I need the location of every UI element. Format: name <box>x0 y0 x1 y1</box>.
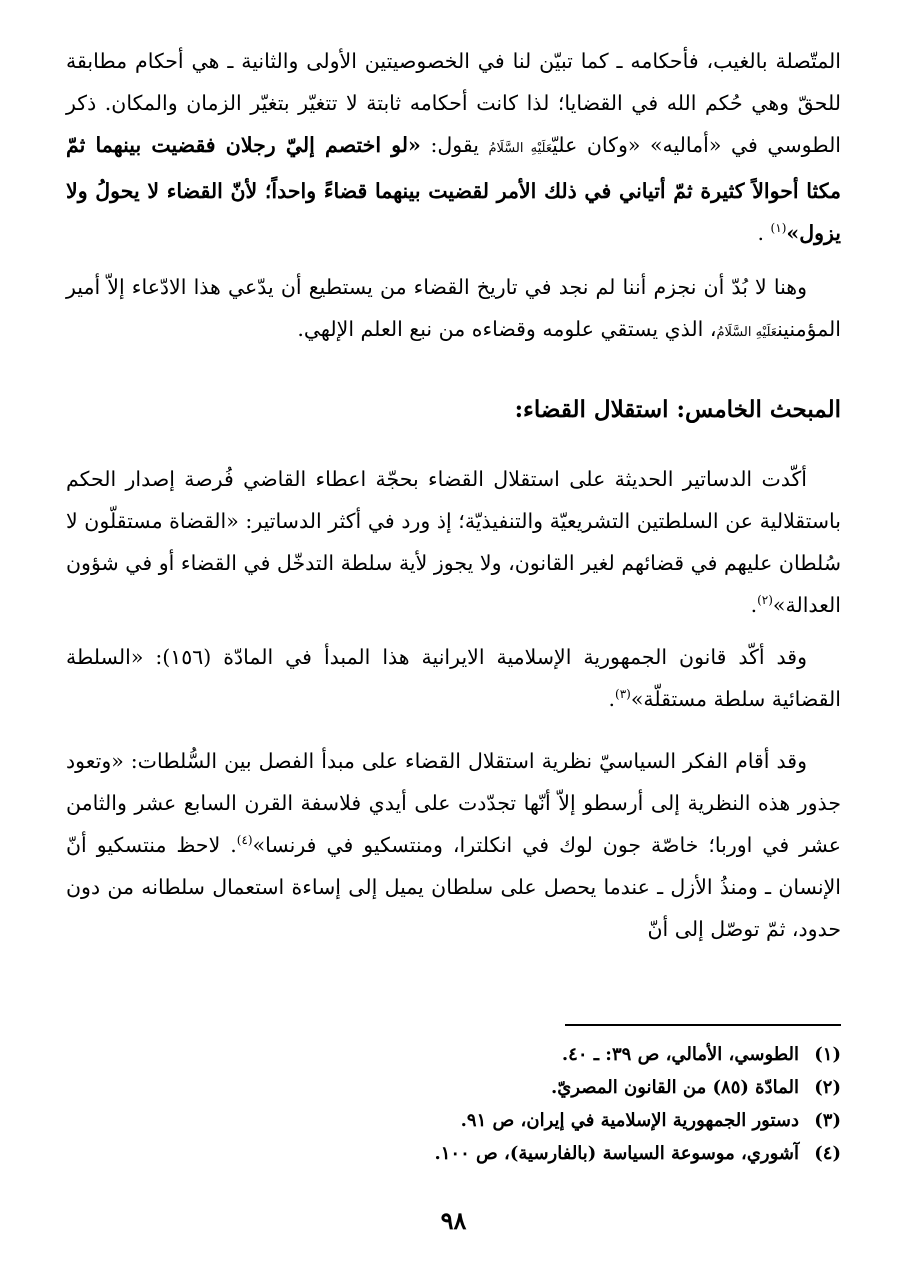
footnote-number: (١) <box>814 1044 841 1065</box>
footnote-text: آشوري، موسوعة السياسة (بالفارسية)، ص ١٠٠. <box>434 1143 799 1164</box>
paragraph-2-text-2: ، الذي يستقي علومه وقضاءه من نبع العلم الإلهي. <box>297 317 717 341</box>
paragraph-5 <box>66 740 841 950</box>
footnote-item <box>66 1137 841 1170</box>
honorific-glyph: عَلَيْهِ السَّلَامُ <box>716 325 778 340</box>
footnote-ref-2[interactable]: (٢) <box>757 593 773 608</box>
honorific-glyph: عَلَيْهِ السَّلَامُ <box>488 141 553 156</box>
footnote-ref-3[interactable]: (٣) <box>615 687 631 702</box>
footnote-item <box>66 1038 841 1071</box>
footnotes <box>66 1038 841 1170</box>
footnote-text: الطوسي، الأمالي، ص ٣٩: ـ ٤٠. <box>561 1044 799 1065</box>
paragraph-2 <box>66 266 841 354</box>
paragraph-2-text: وهنا لا بُدّ أن نجزم أننا لم نجد في تاريخ القضاء من يستطيع أن يدّعي هذا الادّعاء إلاّ أمير المؤمنين <box>66 275 841 341</box>
quoted-saying: «لو اختصم إليّ رجلان فقضيت بينهما ثمّ مكثا أحوالاً كثيرة ثمّ أتياني في ذلك الأمر لقضيت بينهما قضاءً واحداً؛ لأنّ القضاء لا يحولُ ولا يزول» <box>66 133 841 245</box>
main-text <box>66 40 841 950</box>
paragraph-3 <box>66 458 841 626</box>
paragraph-1-text-2: يقول: <box>420 133 489 157</box>
paragraph-5-text: وقد أقام الفكر السياسيّ نظرية استقلال القضاء على مبدأ الفصل بين السُّلطات: «وتعود جذور هذه النظرية إلى أرسطو إلاّ أنّها تجدّدت على أيدي فلاسفة القرن السابع عشر والثامن عشر في اوربا؛ خاصّة جون لوك في انكلترا، ومنتسكيو في فرنسا» <box>66 749 841 857</box>
footnote-number: (٢) <box>814 1077 841 1098</box>
footnote-text: دستور الجمهورية الإسلامية في إيران، ص ٩١. <box>460 1110 799 1131</box>
page-number: ٩٨ <box>440 1206 467 1235</box>
paragraph-5-text-2: . لاحظ منتسكيو أنّ الإنسان ـ ومنذُ الأزل ـ عندما يحصل على سلطان يميل إلى إساءة استعمال سلطانه من دون حدود، ثمّ توصّل إلى أنّ <box>66 833 841 941</box>
footnote-number: (٣) <box>814 1110 841 1131</box>
footnote-text: المادّة (٨٥) من القانون المصريّ. <box>550 1077 799 1098</box>
paragraph-1-end: . <box>757 221 771 245</box>
paragraph-3-end: . <box>750 593 758 617</box>
paragraph-4-text: وقد أكّد قانون الجمهورية الإسلامية الايرانية هذا المبدأ في المادّة (١٥٦): «السلطة القضائية سلطة مستقلّة» <box>66 645 841 711</box>
footnote-number: (٤) <box>814 1143 841 1164</box>
paragraph-1 <box>66 40 841 254</box>
footnote-item <box>66 1104 841 1137</box>
footnote-separator <box>565 1024 841 1026</box>
paragraph-4 <box>66 636 841 720</box>
footnote-ref-4[interactable]: (٤) <box>236 833 253 848</box>
paragraph-3-text: أكّدت الدساتير الحديثة على استقلال القضاء بحجّة اعطاء القاضي فُرصة إصدار الحكم باستقلالية عن السلطتين التشريعيّة والتنفيذيّة؛ إذ ورد في أكثر الدساتير: «القضاة مستقلّون لا سُلطان عليهم في قضائهم لغير القانون، ولا يجوز لأية سلطة التدخّل في القضاء أو في شؤون العدالة» <box>66 467 841 617</box>
section-heading: المبحث الخامس: استقلال القضاء: <box>514 396 841 423</box>
footnote-ref-1[interactable]: (١) <box>770 221 787 236</box>
paragraph-1-text: المتّصلة بالغيب، فأحكامه ـ كما تبيّن لنا في الخصوصيتين الأولى والثانية ـ هي أحكام مطابقة للحقّ وهي حُكم الله في القضايا؛ لذا كانت أحكامه ثابتة لا تتغيّر بتغيّر الزمان والمكان. ذكر الطوسي في «أماليه» «وكان عليّ <box>66 49 842 157</box>
paragraph-4-end: . <box>608 687 615 711</box>
footnote-item <box>66 1071 841 1104</box>
